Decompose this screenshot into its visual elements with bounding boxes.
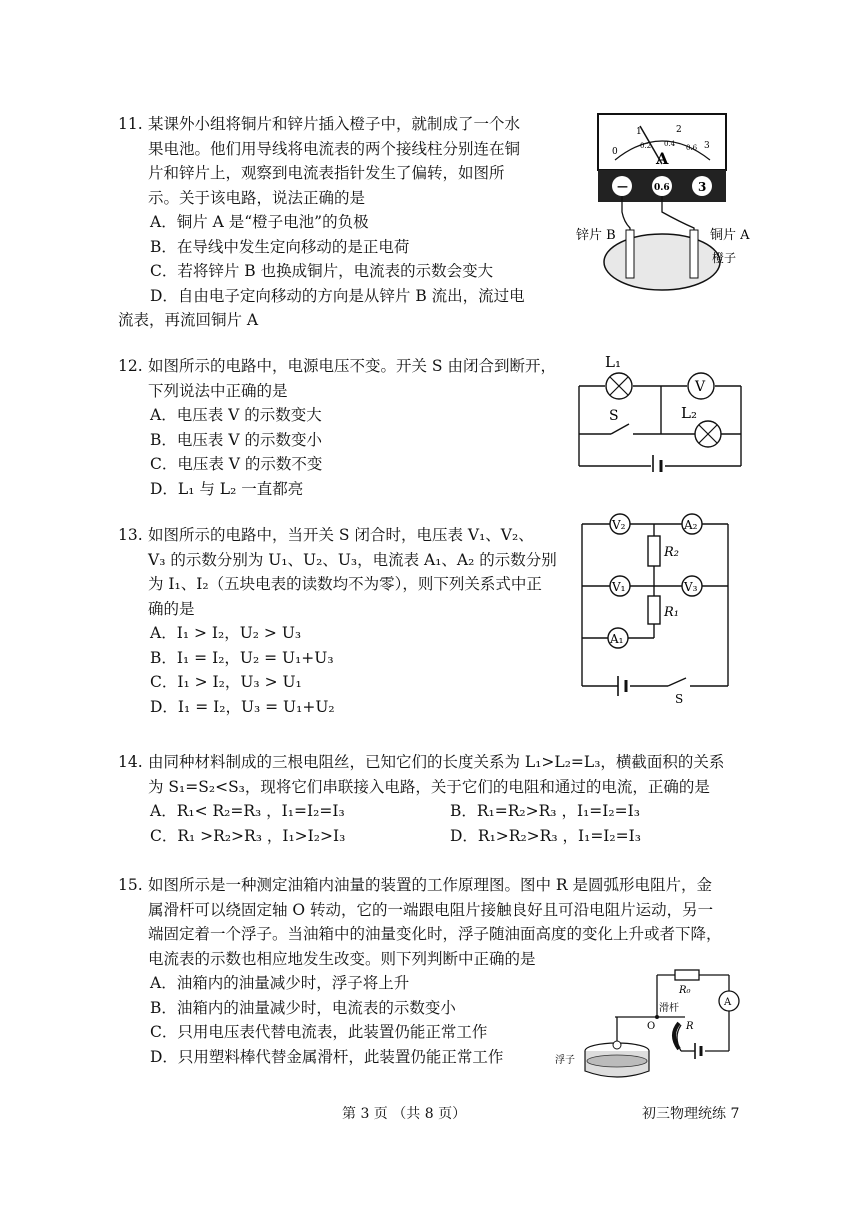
option-d: D．自由电子定向移动的方向是从锌片 B 流出，流过电 [150,286,525,305]
stem-line: 电流表的示数也相应地发生改变。则下列判断中正确的是 [148,949,536,968]
question-13 [118,523,578,719]
option-b: B．在导线中发生定向移动的是正电荷 [150,237,410,256]
stem-line: 为 S₁=S₂<S₃，现将它们串联接入电路，关于它们的电阻和通过的电流，正确的是 [148,777,710,796]
option-d: D．只用塑料棒代替金属滑杆，此装置仍能正常工作 [150,1047,504,1066]
stem-line: 属滑杆可以绕固定轴 O 转动，它的一端跟电阻片接触良好且可沿电阻片运动，另一 [148,900,714,919]
figure-circuit-12 [575,352,750,472]
option-d: D．L₁ 与 L₂ 一直都亮 [150,479,304,498]
question-number: 15. [118,876,143,894]
circuit-diagram-13 [578,510,738,705]
stem-line: 下列说法中正确的是 [148,381,288,400]
option-c: C．I₁ > I₂，U₃ > U₁ [150,673,302,691]
exam-title: 初三物理统练 7 [642,1106,740,1122]
figure-circuit-13 [578,510,738,705]
resistor-r2-label: R₂ [664,545,679,560]
resistor-r-label: R [686,1021,694,1032]
stem-line: 如图所示的电路中，电源电压不变。开关 S 由闭合到断开， [148,357,556,375]
question-number: 12. [118,357,143,375]
figure-orange-battery [570,112,760,302]
ammeter-symbol: A [656,149,669,168]
option-a: A．电压表 V 的示数变大 [150,406,322,424]
scale-label: 0.6 [686,144,698,152]
ammeter-a1-label: A₁ [610,632,624,646]
option-d-continued: 流表，再流回铜片 A [118,311,259,329]
orange-label: 橙子 [712,251,737,265]
option-d: D．I₁ = I₂，U₃ = U₁+U₂ [150,697,335,716]
voltmeter-v1-label: V₁ [612,580,626,594]
question-stem [148,750,798,799]
question-12 [118,354,568,501]
terminal-label: — [617,180,628,193]
question-stem [148,354,568,403]
voltmeter-label: V [695,379,706,395]
pivot-label: O [647,1021,656,1032]
lamp-l2-label: L₂ [681,404,697,422]
option-c: C．若将锌片 B 也换成铜片，电流表的示数会变大 [150,262,494,280]
option-a: A．油箱内的油量减少时，浮子将上升 [150,974,410,992]
stem-line: 如图所示的电路中，当开关 S 闭合时，电压表 V₁、V₂、 [148,526,534,544]
scale-label: 0.4 [664,140,676,148]
scale-label: 0.2 [640,142,652,150]
question-stem [148,112,558,210]
option-a: A．I₁ > I₂，U₂ > U₃ [150,624,302,642]
question-14 [118,750,798,848]
lamp-l1-label: L₁ [605,353,621,371]
question-number: 13. [118,526,143,544]
figure-oil-gauge [555,965,755,1085]
scale-label: 1 [636,127,642,137]
option-a: A．铜片 A 是“橙子电池”的负极 [150,213,369,231]
question-number: 14. [118,753,143,771]
switch-label: S [609,408,619,424]
resistor-r0-label: R₀ [679,985,691,996]
question-number: 11. [118,115,143,133]
float-label: 浮子 [555,1055,575,1066]
scale-label: 2 [676,125,682,135]
stem-line: 果电池。他们用导线将电流表的两个接线柱分别连在铜 [148,139,521,158]
stem-line: 为 I₁、I₂（五块电表的读数均不为零），则下列关系式中正 [148,575,542,593]
circuit-diagram-12 [575,352,750,472]
option-d: D．R₁>R₂>R₃ ，I₁=I₂=I₃ [450,826,641,845]
stem-line: V₃ 的示数分别为 U₁、U₂、U₃，电流表 A₁、A₂ 的示数分别 [148,550,557,569]
option-b: B．油箱内的油量减少时，电流表的示数变小 [150,998,456,1017]
options-grid [150,799,798,848]
scale-label: 3 [704,141,710,151]
slider-label: 滑杆 [659,1003,679,1014]
stem-line: 某课外小组将铜片和锌片插入橙子中，就制成了一个水 [148,115,521,133]
option-b: B．电压表 V 的示数变小 [150,430,322,449]
oil-gauge-diagram [555,965,755,1085]
question-stem [148,873,798,971]
stem-line: 由同种材料制成的三根电阻丝，已知它们的长度关系为 L₁>L₂=L₃，横截面积的关系 [148,753,725,771]
stem-line: 如图所示是一种测定油箱内油量的装置的工作原理图。图中 R 是圆弧形电阻片，金 [148,876,713,894]
zinc-label: 锌片 B [576,228,616,243]
ammeter-label: A [724,997,732,1008]
voltmeter-v3-label: V₃ [684,580,698,594]
stem-line: 片和锌片上，观察到电流表指针发生了偏转，如图所 [148,164,505,182]
voltmeter-v2-label: V₂ [612,518,626,532]
orange-battery-diagram [570,112,760,302]
stem-line: 确的是 [148,599,195,618]
terminal-label: 0.6 [654,183,670,193]
option-a: A．R₁< R₂=R₃ ，I₁=I₂=I₃ [150,802,345,820]
resistor-r1-label: R₁ [664,605,679,620]
page-number: 第 3 页 （共 8 页） [342,1106,467,1122]
question-11 [118,112,558,333]
question-stem [148,523,578,621]
switch-label: S [675,692,684,705]
stem-line: 端固定着一个浮子。当油箱中的油量变化时，浮子随油面高度的变化上升或者下降， [148,925,722,943]
copper-label: 铜片 A [710,228,750,243]
ammeter-a2-label: A₂ [684,518,698,532]
terminal-label: 3 [698,180,707,194]
option-c: C．只用电压表代替电流表，此装置仍能正常工作 [150,1023,488,1041]
stem-line: 示。关于该电路，说法正确的是 [148,188,366,207]
option-b: B．I₁ = I₂，U₂ = U₁+U₃ [150,648,334,667]
option-c: C．电压表 V 的示数不变 [150,455,323,473]
option-c: C．R₁ >R₂>R₃ ，I₁>I₂>I₃ [150,826,346,845]
scale-label: 0 [612,147,618,157]
option-b: B．R₁=R₂>R₃ ，I₁=I₂=I₃ [450,802,640,820]
